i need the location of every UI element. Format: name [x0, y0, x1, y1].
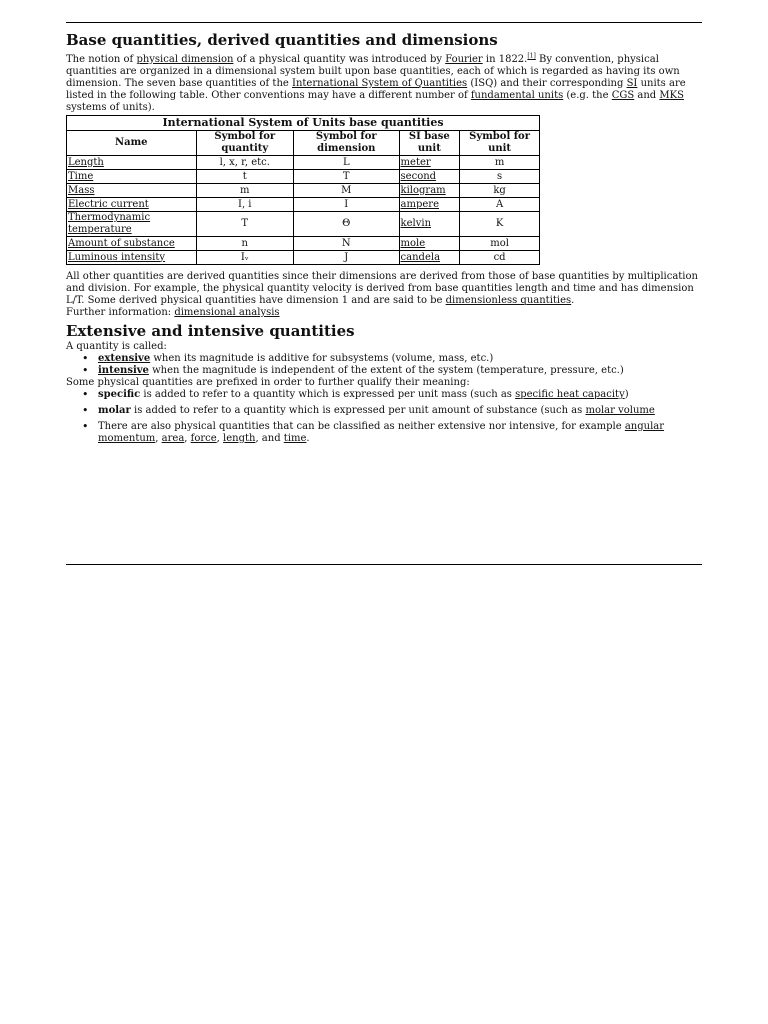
link-time-2[interactable]: time	[283, 433, 307, 444]
table-row	[67, 251, 540, 265]
list-item-text: ,	[216, 433, 224, 444]
derived-text: All other quantities are derived quantities since their dimensions are derived from those of base quantities by multiplication and division. For example, the physical quantity velocity is derived from base quantities length and time and has dimension L/T. Some derived physical quantities have dimension 1 and are said to be	[66, 271, 698, 306]
section-title-extensive-intensive: Extensive and intensive quantities	[66, 322, 355, 340]
cell: J	[293, 251, 399, 265]
cell: I, i	[196, 198, 293, 212]
link-length[interactable]: Length	[68, 156, 104, 168]
intro-paragraph	[66, 54, 702, 114]
link-dimensional-analysis[interactable]: dimensional analysis	[174, 307, 280, 318]
table-header-row	[67, 131, 540, 156]
link-kilogram[interactable]: kilogram	[400, 184, 446, 196]
further-information	[66, 307, 702, 319]
link-si[interactable]: SI	[626, 78, 638, 89]
cell: T	[293, 170, 399, 184]
link-mass[interactable]: Mass	[68, 184, 95, 196]
intro-text: (ISQ) and their corresponding	[467, 78, 627, 89]
cell: N	[293, 237, 399, 251]
cell: M	[293, 184, 399, 198]
intro-text: systems of units).	[66, 102, 155, 113]
link-fourier[interactable]: Fourier	[445, 54, 483, 65]
cell: s	[460, 170, 540, 184]
prefix-list	[66, 389, 702, 445]
list-item-text: ,	[155, 433, 162, 444]
col-header-si-unit: SI base unit	[399, 131, 460, 156]
list-item	[98, 421, 702, 445]
bottom-rule	[66, 564, 702, 565]
cell: Θ	[293, 212, 399, 237]
link-amount-of-substance[interactable]: Amount of substance	[68, 237, 175, 249]
link-molar-volume[interactable]: molar volume	[585, 405, 655, 416]
section-title-base-quantities: Base quantities, derived quantities and dimensions	[66, 31, 498, 49]
derived-paragraph	[66, 271, 702, 307]
link-luminous-intensity[interactable]: Luminous intensity	[68, 251, 165, 263]
reference-1[interactable]: [1]	[527, 52, 536, 60]
cell: m	[460, 156, 540, 170]
intro-text: of a physical quantity was introduced by	[233, 54, 446, 65]
cell: mol	[460, 237, 540, 251]
cell: K	[460, 212, 540, 237]
cell: kg	[460, 184, 540, 198]
si-base-quantities-table	[66, 115, 540, 265]
cell: I	[293, 198, 399, 212]
link-second[interactable]: second	[400, 170, 437, 182]
cell: L	[293, 156, 399, 170]
link-extensive[interactable]: extensive	[98, 353, 151, 364]
intro-text: in 1822.	[482, 54, 528, 65]
link-specific-heat-capacity[interactable]: specific heat capacity	[515, 389, 625, 400]
list-item-text: when its magnitude is additive for subsystems (volume, mass, etc.)	[150, 353, 494, 364]
link-kelvin[interactable]: kelvin	[400, 218, 432, 229]
table-row	[67, 212, 540, 237]
link-angular-momentum[interactable]: angular momentum	[98, 421, 665, 444]
derived-text: .	[571, 295, 575, 306]
cell: Iᵥ	[196, 251, 293, 265]
link-area[interactable]: area	[161, 433, 185, 444]
table-row	[67, 184, 540, 198]
list-item-text: )	[624, 389, 629, 400]
extensive-intensive-list	[66, 353, 702, 377]
link-dimensionless-quantities[interactable]: dimensionless quantities	[445, 295, 572, 306]
list-item-text: is added to refer to a quantity which is expressed per unit mass (such as	[140, 389, 516, 400]
list-item-text: .	[306, 433, 310, 444]
cell: A	[460, 198, 540, 212]
col-header-name: Name	[67, 131, 197, 156]
intro-text: units are listed in the following table. Other conventions may have a different number of	[66, 78, 686, 101]
table-row	[67, 170, 540, 184]
link-meter[interactable]: meter	[400, 156, 431, 168]
term-molar: molar	[98, 405, 131, 416]
cell: n	[196, 237, 293, 251]
cell: l, x, r, etc.	[196, 156, 293, 170]
top-rule	[66, 22, 702, 23]
cell: cd	[460, 251, 540, 265]
link-cgs[interactable]: CGS	[611, 90, 635, 101]
link-mole[interactable]: mole	[400, 237, 426, 249]
intro-text: The notion of	[66, 54, 137, 65]
table-caption: International System of Units base quantities	[66, 115, 540, 130]
link-length-2[interactable]: length	[223, 433, 256, 444]
cell: m	[196, 184, 293, 198]
col-header-symbol-unit: Symbol for unit	[460, 131, 540, 156]
list-item-text: ,	[184, 433, 191, 444]
list-item	[98, 405, 702, 417]
table-row	[67, 198, 540, 212]
link-electric-current[interactable]: Electric current	[68, 198, 149, 210]
col-header-symbol-quantity: Symbol for quantity	[196, 131, 293, 156]
link-candela[interactable]: candela	[400, 251, 441, 263]
list-item	[98, 353, 702, 365]
link-intensive[interactable]: intensive	[98, 365, 149, 376]
table-row	[67, 156, 540, 170]
col-header-symbol-dimension: Symbol for dimension	[293, 131, 399, 156]
link-ampere[interactable]: ampere	[400, 198, 440, 210]
link-fundamental-units[interactable]: fundamental units	[470, 90, 564, 101]
further-text: Further information:	[66, 307, 175, 318]
list-item-text: when the magnitude is independent of the extent of the system (temperature, pressure, etc.)	[148, 365, 624, 376]
list-item-text: There are also physical quantities that can be classified as neither extensive nor intensive, for example	[98, 421, 625, 432]
list-item	[98, 365, 702, 377]
link-force[interactable]: force	[190, 433, 217, 444]
intro-text: and	[634, 90, 660, 101]
document-body	[66, 30, 702, 449]
link-mks[interactable]: MKS	[659, 90, 684, 101]
link-thermodynamic-temperature[interactable]: Thermodynamic temperature	[68, 212, 151, 235]
list-item-text: is added to refer to a quantity which is expressed per unit amount of substance (such as	[130, 405, 586, 416]
lead-text: A quantity is called:	[66, 341, 167, 352]
term-specific: specific	[98, 389, 141, 400]
link-physical-dimension[interactable]: physical dimension	[136, 54, 234, 65]
intro-text: By convention, physical quantities are organized in a dimensional system built upon base quantities, each of which is regarded as having its own dimension. The seven base quantities of the	[66, 54, 680, 89]
cell: t	[196, 170, 293, 184]
link-isq[interactable]: International System of Quantities	[292, 78, 468, 89]
lead-text-2: Some physical quantities are prefixed in order to further qualify their meaning:	[66, 377, 470, 388]
table-row	[67, 237, 540, 251]
list-item	[98, 389, 702, 401]
intro-text: (e.g. the	[563, 90, 612, 101]
list-item-text: , and	[255, 433, 284, 444]
cell: T	[196, 212, 293, 237]
link-time[interactable]: Time	[68, 170, 94, 182]
